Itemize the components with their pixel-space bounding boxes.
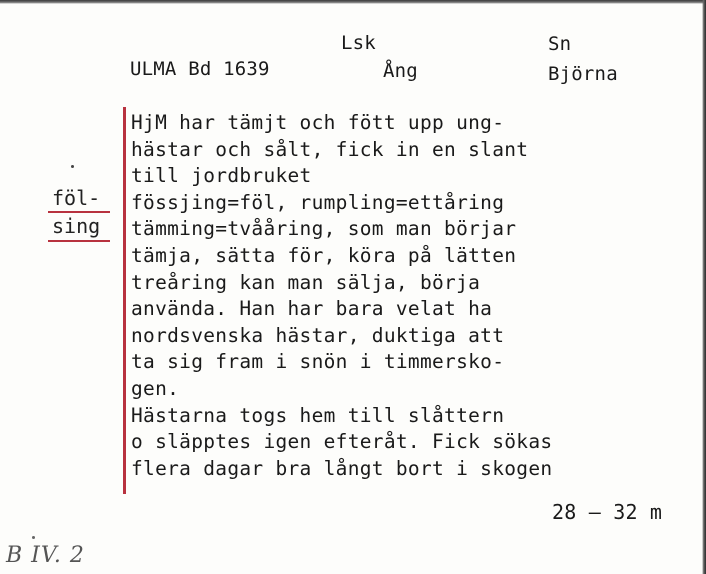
corner-mark (32, 536, 35, 539)
body-line: fössjing=föl, rumpling=ettåring (131, 190, 505, 214)
body-line: HjM har tämjt och fött upp ung- (131, 111, 505, 134)
keyword-underline-2 (48, 240, 110, 242)
body-line: hästar och sålt, fick in en slant (131, 137, 529, 161)
body-line: till jordbruket (131, 164, 312, 188)
village-name: Björna (548, 63, 618, 85)
margin-keyword-line2: sing (52, 214, 101, 238)
date-range: 28 – 32 m (552, 500, 663, 524)
card-right-edge (702, 0, 706, 574)
province-abbreviation: Sn (548, 33, 572, 55)
card-top-edge (0, 0, 706, 4)
body-line: o släpptes igen efteråt. Fick sökas (131, 430, 553, 454)
body-line: nordsvenska hästar, duktiga att (131, 323, 505, 347)
body-line: ta sig fram i snön i timmersko- (131, 350, 505, 374)
body-line: flera dagar bra långt bort i skogen (131, 456, 553, 480)
body-line: gen. (131, 376, 180, 400)
body-line: Hästarna togs hem till slåttern (131, 403, 505, 427)
handwritten-signature: B IV. 2 (6, 543, 85, 568)
parish-abbreviation: Lsk (341, 32, 376, 54)
archive-code: ULMA Bd 1639 (130, 58, 270, 80)
place-name: Ång (383, 60, 418, 82)
keyword-underline-1 (48, 211, 110, 213)
margin-dot (71, 165, 74, 168)
body-line: tämming=tvååring, som man börjar (131, 217, 517, 241)
card-body-text (131, 110, 552, 482)
body-line: tämja, sätta för, köra på lätten (131, 243, 517, 267)
red-margin-rule (123, 107, 126, 494)
body-line: treåring kan man sälja, börja (131, 270, 481, 294)
body-line: använda. Han har bara velat ha (131, 297, 493, 321)
margin-keyword-line1: föl- (52, 186, 101, 210)
